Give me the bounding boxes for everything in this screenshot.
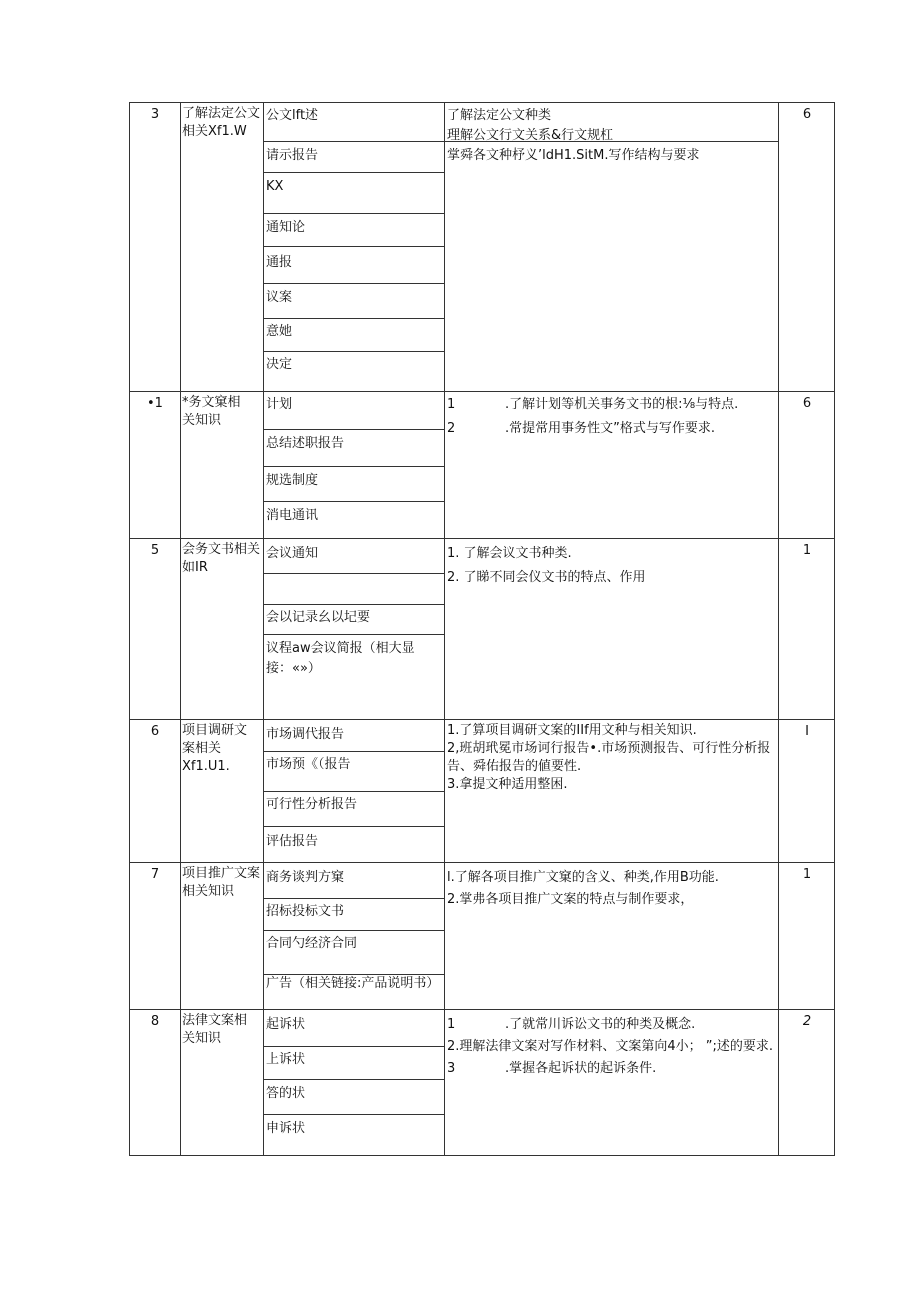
row-item: KX bbox=[266, 179, 284, 194]
table-row bbox=[130, 720, 834, 863]
row-item: 通知论 bbox=[266, 220, 306, 235]
row-number: 6 bbox=[150, 724, 160, 739]
row-item: 申诉状 bbox=[266, 1121, 306, 1136]
row-requirements: 了解法定公文种类 理解公文行文关系&行文规杠 bbox=[447, 108, 614, 141]
row-item: 评估报告 bbox=[266, 834, 319, 849]
row-requirements: 1 .了就常川诉讼文书的种类及概念. 2.理解法律文案对写作材料、文案第向4小； ”;述的要求. 3 .掌握各起诉状的起诉条件. bbox=[447, 1017, 774, 1076]
row-topic: 了解法定公文相关Xf1.W bbox=[182, 106, 261, 139]
table-row bbox=[130, 863, 834, 1010]
row-item: 市场调代报告 bbox=[266, 727, 345, 742]
row-number: 8 bbox=[150, 1014, 160, 1029]
row-requirements: 1.了算项目调研文案的IIf用文种与相关知识. 2,班胡玳冕市场诃行报告•.市场预测报告、可行性分析报告、舜佑报告的値要性. 3.拿提文种适用整困. bbox=[447, 723, 771, 792]
row-topic: 会务文书相关如IR bbox=[182, 542, 261, 575]
row-hours: 6 bbox=[802, 396, 812, 411]
row-number: 7 bbox=[150, 867, 160, 882]
row-item: 议案 bbox=[266, 290, 293, 305]
row-item: 请示报告 bbox=[266, 148, 319, 163]
row-item: 议程aw会议简报（相大显接：«»） bbox=[266, 641, 415, 676]
row-hours: 6 bbox=[802, 107, 812, 122]
row-topic: 项目推广文案相关知识 bbox=[182, 866, 261, 899]
row-item: 决定 bbox=[266, 357, 293, 372]
row-item: 上诉状 bbox=[266, 1052, 306, 1067]
row-item: 规选制度 bbox=[266, 473, 319, 488]
row-topic: *务文窠相关知识 bbox=[182, 395, 241, 428]
row-number: 3 bbox=[150, 107, 160, 122]
row-requirements: l.了解各项目推广文窠的含义、种类,作用B功能. 2.掌弗各项目推广文案的特点与制作要求， bbox=[447, 870, 719, 907]
row-item: 意她 bbox=[266, 324, 293, 339]
curriculum-table bbox=[129, 102, 835, 1156]
row-topic: 法律文案相关知识 bbox=[182, 1013, 248, 1046]
row-item: 通报 bbox=[266, 255, 293, 270]
table-row bbox=[130, 1010, 834, 1155]
row-item: 招标投标文书 bbox=[266, 904, 345, 919]
row-hours: I bbox=[805, 724, 809, 739]
row-hours: 1 bbox=[802, 543, 812, 558]
row-item: 会议通知 bbox=[266, 546, 319, 561]
row-number: •1 bbox=[147, 396, 163, 411]
row-number: 5 bbox=[150, 543, 160, 558]
row-item: 可行性分析报告 bbox=[266, 797, 358, 812]
row-hours: 1 bbox=[802, 867, 812, 882]
table-row bbox=[130, 103, 834, 392]
row-item: 合同勺经济合同 bbox=[266, 936, 358, 951]
row-item: 总结述职报告 bbox=[266, 436, 345, 451]
row-item: 起诉状 bbox=[266, 1017, 306, 1032]
row-hours: 2 bbox=[802, 1014, 812, 1029]
table-row bbox=[130, 539, 834, 720]
row-item: 答的状 bbox=[266, 1086, 306, 1101]
row-requirements: 1. 了解会议文书种类. 2. 了睇不同会仪文书的特点、作用 bbox=[447, 546, 646, 585]
row-item: 公文lft述 bbox=[266, 108, 319, 123]
row-item: 商务谈判方窠 bbox=[266, 870, 345, 885]
row-item: 广告（相关链接:产品说明书） bbox=[266, 976, 440, 991]
row-item: 计划 bbox=[266, 397, 293, 412]
row-item: 市场预《（报告 bbox=[266, 757, 351, 772]
row-item: 消电通讯 bbox=[266, 508, 319, 523]
row-requirements: 掌舜各文种杼义’ldH1.SitM.写作结构与要求 bbox=[447, 148, 700, 163]
table-row bbox=[130, 392, 834, 539]
row-topic: 项目调研文案相关Xf1.U1. bbox=[182, 723, 248, 774]
row-requirements: 1 .了解计划等机关事务文书的根:⅛与特点. 2 .常提常用事务性文”格式与写作要求. bbox=[447, 397, 739, 436]
row-item: 会以记录幺以圮要 bbox=[266, 610, 371, 625]
